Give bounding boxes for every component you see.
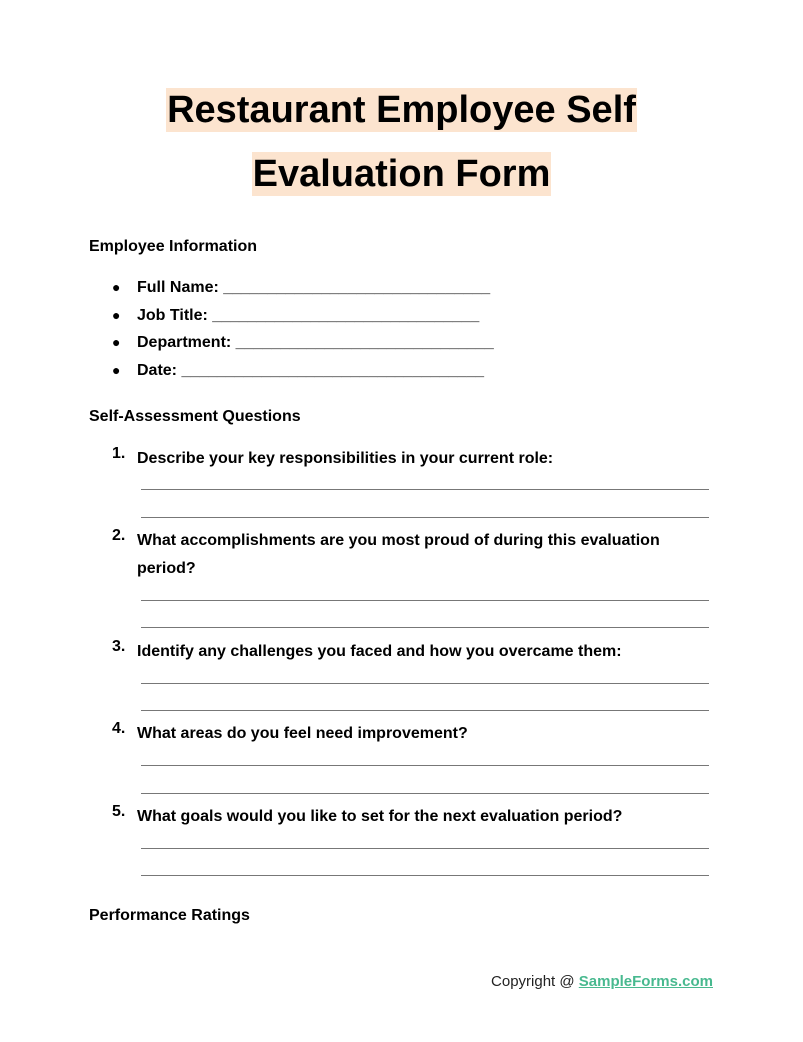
question-number: 1.	[112, 445, 126, 462]
section-heading-performance: Performance Ratings	[89, 907, 250, 924]
bullet-icon: ●	[112, 279, 121, 295]
question-3	[112, 638, 712, 666]
question-number: 2.	[112, 527, 126, 544]
answer-line[interactable]	[141, 875, 709, 876]
title-line-1: Restaurant Employee Self	[167, 89, 636, 131]
copyright-text: Copyright @	[491, 973, 579, 990]
date-field: Date: __________________________________	[137, 362, 484, 380]
question-number: 5.	[112, 803, 126, 820]
copyright-footer	[491, 973, 713, 990]
answer-line[interactable]	[141, 765, 709, 766]
question-text: What areas do you feel need improvement?	[137, 725, 468, 742]
question-2	[112, 527, 712, 583]
bullet-icon: ●	[112, 362, 121, 379]
full-name-field: Full Name: ______________________________	[137, 279, 491, 296]
brand-link[interactable]: SampleForms.com	[578, 973, 713, 990]
question-text: What accomplishments are you most proud of during this evaluation period?	[137, 532, 660, 577]
list-item	[112, 362, 494, 390]
question-number: 4.	[112, 720, 126, 737]
department-field: Department: _____________________________	[137, 334, 494, 352]
question-4	[112, 720, 712, 748]
job-title-field: Job Title: ______________________________	[137, 306, 480, 324]
employee-info-list	[112, 279, 494, 390]
question-text: Identify any challenges you faced and how you overcame them:	[137, 643, 622, 660]
question-text: Describe your key responsibilities in your current role:	[137, 450, 554, 467]
form-title	[0, 88, 803, 216]
answer-line[interactable]	[141, 793, 709, 794]
question-text: What goals would you like to set for the next evaluation period?	[137, 808, 623, 825]
section-heading-employee-info: Employee Information	[89, 238, 258, 255]
answer-line[interactable]	[141, 683, 709, 684]
answer-line[interactable]	[141, 710, 709, 711]
answer-line[interactable]	[141, 627, 709, 628]
list-item	[112, 334, 494, 362]
answer-line[interactable]	[141, 848, 709, 849]
bullet-icon: ●	[112, 334, 121, 351]
question-1	[112, 445, 712, 473]
answer-line[interactable]	[141, 489, 709, 490]
question-number: 3.	[112, 638, 126, 655]
section-heading-self-assessment: Self-Assessment Questions	[89, 408, 301, 425]
bullet-icon: ●	[112, 306, 121, 323]
title-line-2: Evaluation Form	[252, 153, 551, 195]
list-item	[112, 307, 494, 335]
question-5	[112, 803, 712, 831]
answer-line[interactable]	[141, 600, 709, 601]
list-item	[112, 279, 494, 307]
answer-line[interactable]	[141, 517, 709, 518]
